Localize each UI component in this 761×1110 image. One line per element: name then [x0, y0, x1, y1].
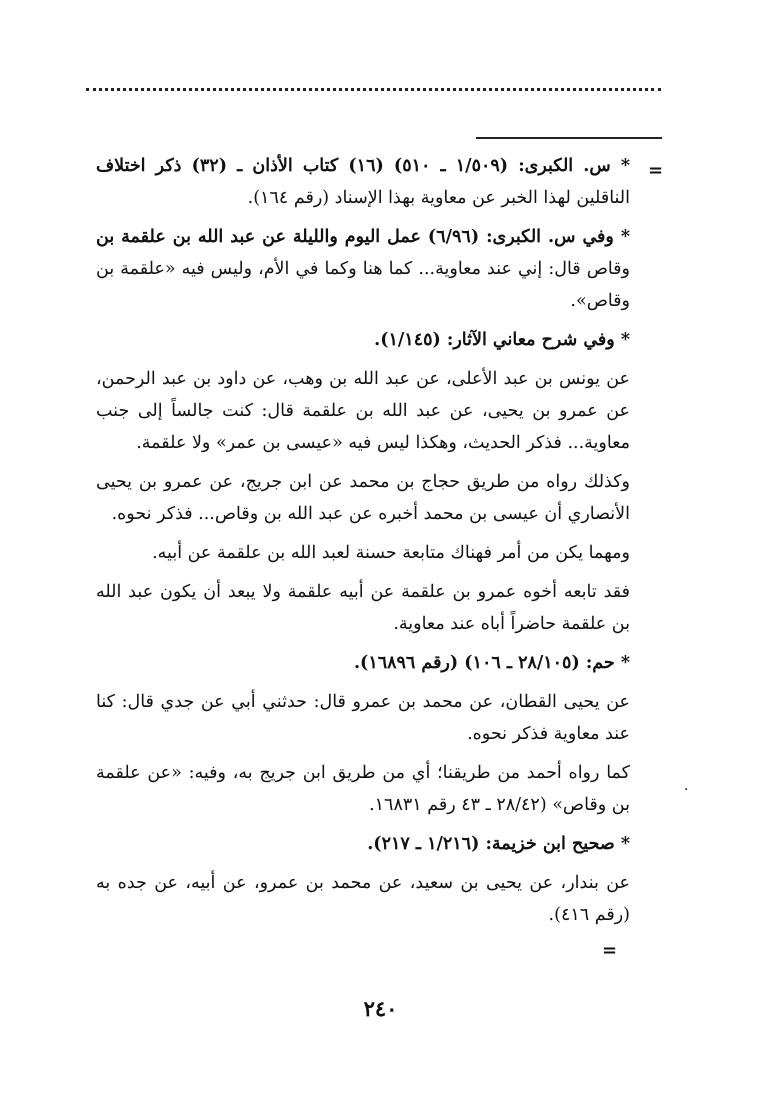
- footnote-para-4: [96, 363, 630, 459]
- para-text: ومهما يكن من أمر فهناك متابعة حسنة لعبد الله بن علقمة عن أبيه.: [152, 543, 630, 563]
- footnote-para-5: [96, 466, 630, 530]
- para-head: * حم: (٢٨/١٠٥ ـ ١٠٦) (رقم ١٦٨٩٦).: [353, 653, 630, 673]
- para-text: وقاص قال: إني عند معاوية... كما هنا وكما في الأم، وليس فيه «علقمة بن وقاص».: [96, 259, 630, 311]
- margin-speck: ·: [684, 782, 689, 798]
- footnote-para-9: [96, 686, 630, 750]
- para-text: عن يونس بن عبد الأعلى، عن عبد الله بن وهب، عن داود بن عبد الرحمن، عن عمرو بن يحيى، عن عبد الله بن علقمة قال: كنت جالساً إلى جنب معاوية... فذكر الحديث، وهكذا ليس فيه «عيسى بن عمر» ولا علقمة.: [96, 369, 630, 453]
- footnote-para-2: [96, 221, 630, 317]
- footnote-para-3: [96, 324, 630, 356]
- footnote-para-7: [96, 576, 630, 640]
- para-text: وكذلك رواه من طريق حجاج بن محمد عن ابن جريج، عن عمرو بن يحيى الأنصاري أن عيسى بن محمد أخبره عن عبد الله بن وقاص... فذكر نحوه.: [96, 472, 630, 524]
- end-mark: =: [602, 940, 618, 961]
- para-text: عن بندار، عن يحيى بن سعيد، عن محمد بن عمرو، عن أبيه، عن جده به (رقم ٤١٦).: [96, 873, 630, 925]
- para-head: * وفي شرح معاني الآثار: (١/١٤٥).: [374, 330, 630, 350]
- continuation-mark: =: [648, 160, 664, 181]
- para-text: فقد تابعه أخوه عمرو بن علقمة عن أبيه علقمة ولا يبعد أن يكون عبد الله بن علقمة حاضراً أباه عند معاوية.: [96, 582, 630, 634]
- para-head: * وفي س. الكبرى: (٦/٩٦) عمل اليوم والليلة عن عبد الله بن علقمة بن: [96, 227, 630, 247]
- footnote-rule: [476, 137, 662, 139]
- para-text: الناقلين لهذا الخبر عن معاوية بهذا الإسناد (رقم ١٦٤).: [247, 188, 630, 208]
- footnote-para-11: [96, 828, 630, 860]
- footnote-body: [96, 150, 630, 938]
- footnote-para-8: [96, 647, 630, 679]
- footnote-para-12: [96, 867, 630, 931]
- para-text: عن يحيى القطان، عن محمد بن عمرو قال: حدثني أبي عن جدي قال: كنا عند معاوية فذكر نحوه.: [96, 692, 630, 744]
- para-head: * صحيح ابن خزيمة: (١/٢١٦ ـ ٢١٧).: [367, 834, 630, 854]
- para-text: كما رواه أحمد من طريقنا؛ أي من طريق ابن جريج به، وفيه: «عن علقمة بن وقاص» (٢٨/٤٢ ـ ٤٣ رقم ١٦٨٣١.: [96, 763, 630, 815]
- para-head: * س. الكبرى: (١/٥٠٩ ـ ٥١٠) (١٦) كتاب الأذان ـ (٣٢) ذكر اختلاف: [96, 156, 631, 176]
- dotted-separator: [86, 88, 661, 91]
- footnote-para-10: [96, 757, 630, 821]
- footnote-para-6: [96, 537, 630, 569]
- page-number: ٢٤٠: [363, 996, 398, 1021]
- footnote-para-1: [96, 150, 630, 214]
